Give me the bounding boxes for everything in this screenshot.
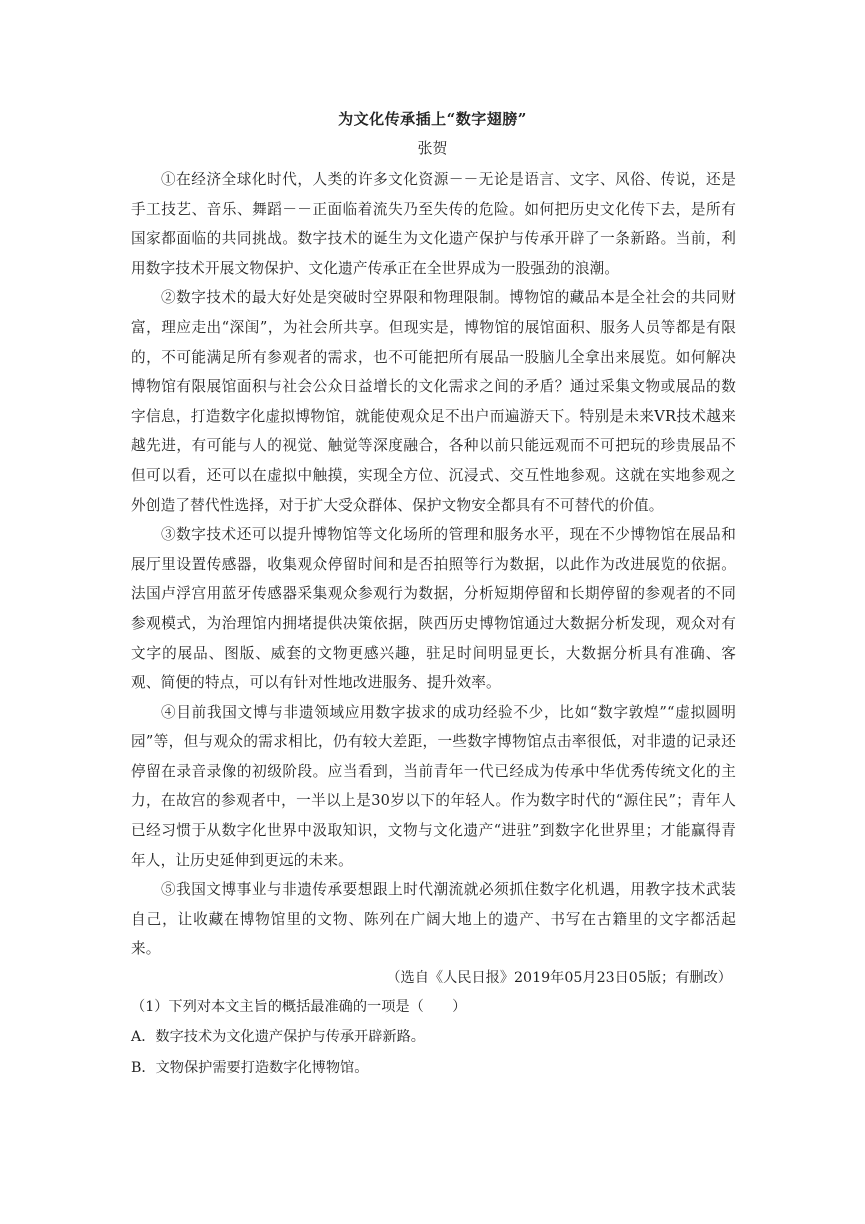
article-title: 为文化传承插上“数字翅膀” bbox=[338, 110, 527, 128]
paragraph-2: ②数字技术的最大好处是突破时空界限和物理限制。博物馆的藏品本是全社会的共同财富，理应走出“深闺”，为社会所共享。但现实是，博物馆的展馆面积、服务人员等都是有限的，不可能满足所有参观者的需求，也不可能把所有展品一股脑儿全拿出来展览。如何解决博物馆有限展馆面积与社会公众日益增长的文化需求之间的矛盾？通过采集文物或展品的数字信息，打造数字化虚拟博物馆，就能使观众足不出户而遍游天下。特别是未来VR技术越来越先进，有可能与人的视觉、触觉等深度融合，各种以前只能远观而不可把玩的珍贵展品不但可以看，还可以在虚拟中触摸，实现全方位、沉浸式、交互性地参观。这就在实地参观之外创造了替代性选择，对于扩大受众群体、保护文物安全都具有不可替代的价值。 bbox=[131, 289, 736, 514]
option-b[interactable]: B．文物保护需要打造数字化博物馆。 bbox=[131, 1060, 369, 1077]
paragraph-5: ⑤我国文博事业与非遗传承要想跟上时代潮流就必须抓住数字化机遇，用教字技术武装自己，让收藏在博物馆里的文物、陈列在广阔大地上的遗产、书写在古籍里的文字都活起来。 bbox=[131, 881, 736, 958]
article-author: 张贺 bbox=[417, 139, 448, 157]
source-citation: （选自《人民日报》2019年05月23日05版；有删改） bbox=[386, 970, 732, 987]
paragraph-3: ③数字技术还可以提升博物馆等文化场所的管理和服务水平，现在不少博物馆在展品和展厅里设置传感器，收集观众停留时间和是否拍照等行为数据，以此作为改进展览的依据。法国卢浮宫用蓝牙传感器采集观众参观行为数据，分析短期停留和长期停留的参观者的不同参观模式，为治理馆内拥堵提供决策依据，陕西历史博物馆通过大数据分析发现，观众对有文字的展品、图版、威套的文物更感兴趣，驻足时间明显更长，大数据分析具有准确、客观、简便的特点，可以有针对性地改进服务、提升效率。 bbox=[131, 526, 736, 692]
question-stem: （1）下列对本文主旨的概括最准确的一项是（ ） bbox=[131, 999, 467, 1016]
article-body bbox=[131, 165, 736, 1084]
option-a[interactable]: A．数字技术为文化遗产保护与传承开辟新路。 bbox=[131, 1029, 425, 1046]
paragraph-1: ①在经济全球化时代，人类的许多文化资源－－无论是语言、文字、风俗、传说，还是手工技艺、音乐、舞蹈－－正面临着流失乃至失传的危险。如何把历史文化传下去，是所有国家都面临的共同挑战。数字技术的诞生为文化遗产保护与传承开辟了一条新路。当前，利用数字技术开展文物保护、文化遗产传承正在全世界成为一股强劲的浪潮。 bbox=[131, 171, 736, 277]
paragraph-4: ④目前我国文博与非遗领域应用数字拔求的成功经验不少，比如“数字敦煌”“虚拟圆明园”等，但与观众的需求相比，仍有较大差距，一些数字博物馆点击率很低，对非遗的记录还停留在录音录像的初级阶段。应当看到，当前青年一代已经成为传承中华优秀传统文化的主力，在故宫的参观者中，一半以上是30岁以下的年轻人。作为数字时代的“源住民”；青年人已经习惯于从数字化世界中汲取知识，文物与文化遗产“进驻”到数字化世界里；才能赢得青年人，让历史延伸到更远的未来。 bbox=[131, 703, 736, 869]
